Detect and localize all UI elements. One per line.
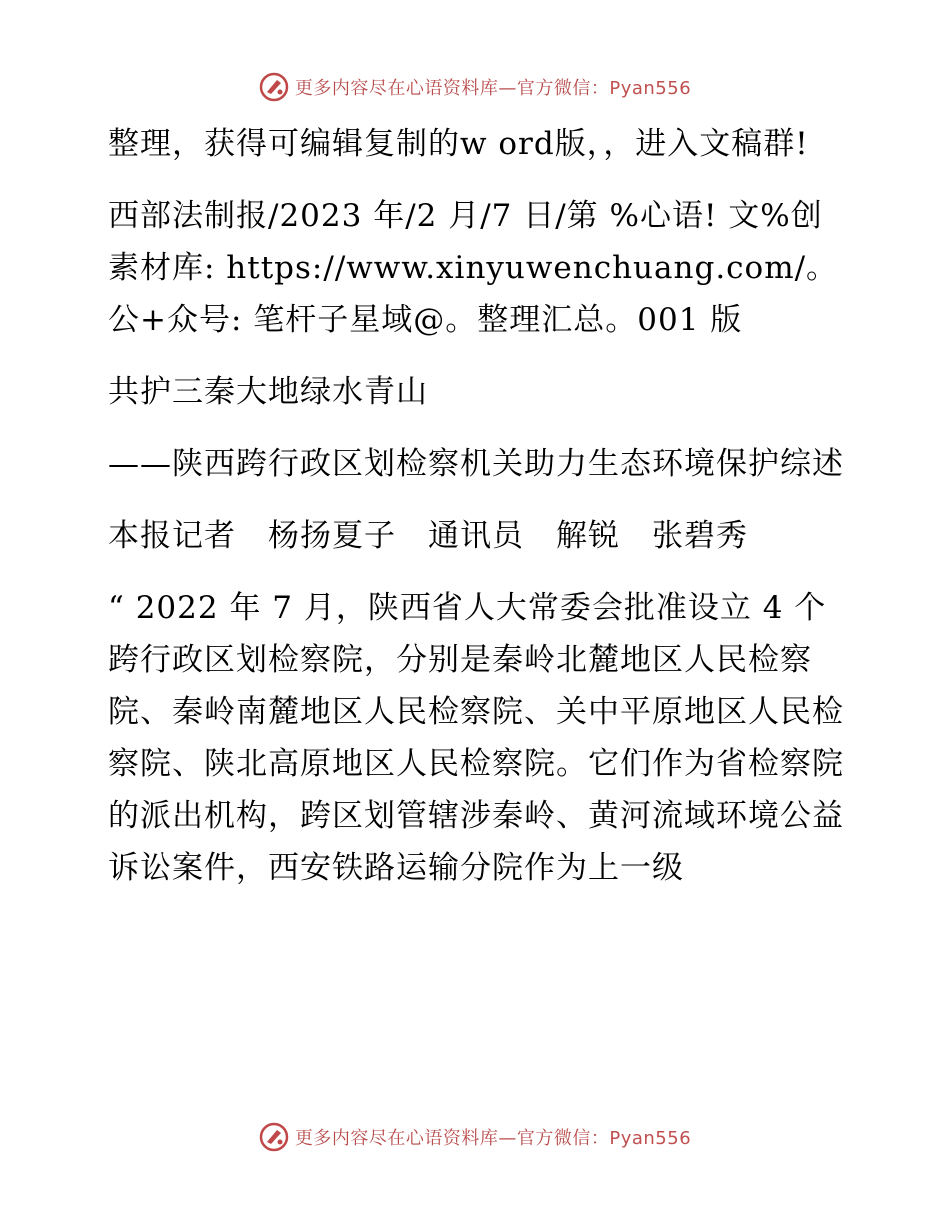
paragraph-body: “ 2022 年 7 月，陕西省人大常委会批准设立 4 个跨行政区划检察院，分别是秦岭北麓地区人民检察院、秦岭南麓地区人民检察院、关中平原地区人民检察院、陕北高原地区人民检察院。它们作为省检察院的派出机构，跨区划管辖涉秦岭、黄河流域环境公益诉讼案件，西安铁路运输分院作为上一级 <box>108 590 844 886</box>
byline: 本报记者 杨扬夏子 通讯员 解锐 张碧秀 <box>108 518 748 554</box>
footer-watermark <box>0 1122 950 1152</box>
article-title: 共护三秦大地绿水青山 <box>108 374 428 410</box>
watermark-text: 更多内容尽在心语资料库—官方微信：Pyan556 <box>294 1128 692 1149</box>
logo-icon <box>259 72 289 102</box>
header-watermark <box>0 72 950 102</box>
watermark-text: 更多内容尽在心语资料库—官方微信：Pyan556 <box>294 78 692 99</box>
paragraph-intro: 整理，获得可编辑复制的w ord版，，进入文稿群! <box>108 126 809 162</box>
article-subtitle: ——陕西跨行政区划检察机关助力生态环境保护综述 <box>108 446 844 482</box>
paragraph-source: 西部法制报/2023 年/2 月/7 日/第 %心语! 文%创素材库: https://www.xinyuwenchuang.com/。公+众号: 笔杆子星域@。整理汇总。001 版 <box>108 198 839 338</box>
document-body <box>98 118 850 914</box>
logo-icon <box>259 1122 289 1152</box>
